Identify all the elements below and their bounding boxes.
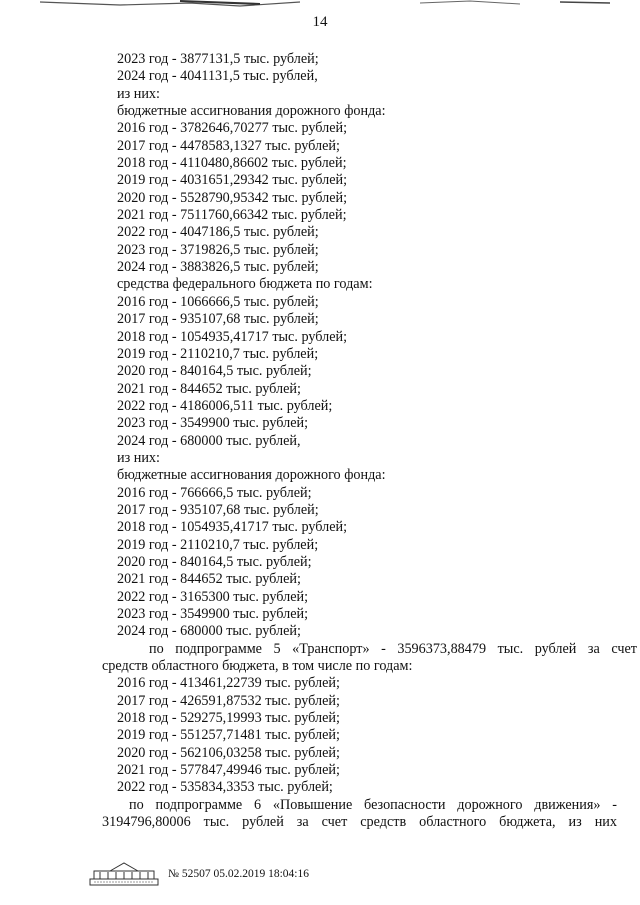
funding-line: 2019 год - 4031651,29342 тыс. рублей; xyxy=(117,172,348,189)
label-iz-nih: из них: xyxy=(117,85,160,102)
funding-line: 2019 год - 2110210,7 тыс. рублей; xyxy=(117,536,319,553)
funding-line: 2024 год - 4041131,5 тыс. рублей, xyxy=(117,68,318,85)
funding-line: 2020 год - 5528790,95342 тыс. рублей; xyxy=(117,189,348,206)
funding-line: 2021 год - 577847,49946 тыс. рублей; xyxy=(117,762,340,779)
funding-line: 2018 год - 1054935,41717 тыс. рублей; xyxy=(117,519,348,536)
funding-line: 2016 год - 3782646,70277 тыс. рублей; xyxy=(117,120,348,137)
funding-line: 2022 год - 3165300 тыс. рублей; xyxy=(117,588,309,605)
paragraph-transport-text: по подпрограмме 5 «Транспорт» - 3596373,88479 тыс. рублей за счет xyxy=(149,640,637,657)
document-body xyxy=(102,51,637,831)
paragraph-transport-line1 xyxy=(117,640,637,658)
funding-line: 2018 год - 529275,19993 тыс. рублей; xyxy=(117,710,340,727)
funding-line: 2024 год - 680000 тыс. рублей; xyxy=(117,623,301,640)
funding-line: 2023 год - 3549900 тыс. рублей; xyxy=(117,606,309,622)
funding-line: бюджетные ассигнования дорожного фонда: xyxy=(117,103,386,120)
funding-line: 2016 год - 1066666,5 тыс. рублей; xyxy=(117,293,319,310)
funding-line: 2018 год - 1054935,41717 тыс. рублей; xyxy=(117,328,348,345)
funding-line: 2024 год - 680000 тыс. рублей, xyxy=(117,432,301,449)
paragraph-transport-line2: средств областного бюджета, в том числе по годам: xyxy=(102,658,413,675)
paragraph-safety-line1 xyxy=(117,797,617,814)
funding-line: 2023 год - 3877131,5 тыс. рублей; xyxy=(117,51,319,67)
funding-line: 2021 год - 7511760,66342 тыс. рублей; xyxy=(117,207,347,224)
funding-line: 2019 год - 551257,71481 тыс. рублей; xyxy=(117,727,340,744)
funding-line: 2021 год - 844652 тыс. рублей; xyxy=(117,571,301,588)
funding-line: 2017 год - 4478583,1327 тыс. рублей; xyxy=(117,137,340,154)
funding-line: 2018 год - 4110480,86602 тыс. рублей; xyxy=(117,155,347,172)
funding-line: 2019 год - 2110210,7 тыс. рублей; xyxy=(117,345,319,362)
funding-line: 2023 год - 3549900 тыс. рублей; xyxy=(117,415,309,432)
funding-line: средства федерального бюджета по годам: xyxy=(117,276,373,293)
paragraph-safety-text-cont: 3194796,80006 тыс. рублей за счет средств областного бюджета, из них xyxy=(102,814,617,831)
funding-line: 2016 год - 413461,22739 тыс. рублей; xyxy=(117,675,340,692)
funding-line: 2022 год - 535834,3353 тыс. рублей; xyxy=(117,779,333,796)
funding-line: 2020 год - 840164,5 тыс. рублей; xyxy=(117,553,312,570)
funding-line: 2023 год - 3719826,5 тыс. рублей; xyxy=(117,241,319,258)
funding-line: 2020 год - 562106,03258 тыс. рублей; xyxy=(117,744,340,761)
label-iz-nih: из них: xyxy=(117,449,160,466)
funding-line: 2020 год - 840164,5 тыс. рублей; xyxy=(117,363,312,380)
registration-stamp: № 52507 05.02.2019 18:04:16 xyxy=(168,868,309,880)
funding-line: 2022 год - 4047186,5 тыс. рублей; xyxy=(117,224,319,241)
government-building-seal-icon xyxy=(88,861,160,887)
funding-line: 2017 год - 935107,68 тыс. рублей; xyxy=(117,501,319,518)
funding-line: 2016 год - 766666,5 тыс. рублей; xyxy=(117,484,312,501)
paragraph-safety-text: по подпрограмме 6 «Повышение безопасности дорожного движения» - xyxy=(129,796,617,813)
funding-line: 2021 год - 844652 тыс. рублей; xyxy=(117,380,301,397)
funding-line: бюджетные ассигнования дорожного фонда: xyxy=(117,467,386,484)
funding-line: 2022 год - 4186006,511 тыс. рублей; xyxy=(117,397,333,414)
paragraph-safety-line2 xyxy=(102,814,617,831)
funding-line: 2017 год - 935107,68 тыс. рублей; xyxy=(117,311,319,328)
document-footer xyxy=(88,861,388,891)
funding-line: 2017 год - 426591,87532 тыс. рублей; xyxy=(117,692,340,709)
page-number: 14 xyxy=(312,14,328,30)
funding-line: 2024 год - 3883826,5 тыс. рублей; xyxy=(117,259,319,276)
